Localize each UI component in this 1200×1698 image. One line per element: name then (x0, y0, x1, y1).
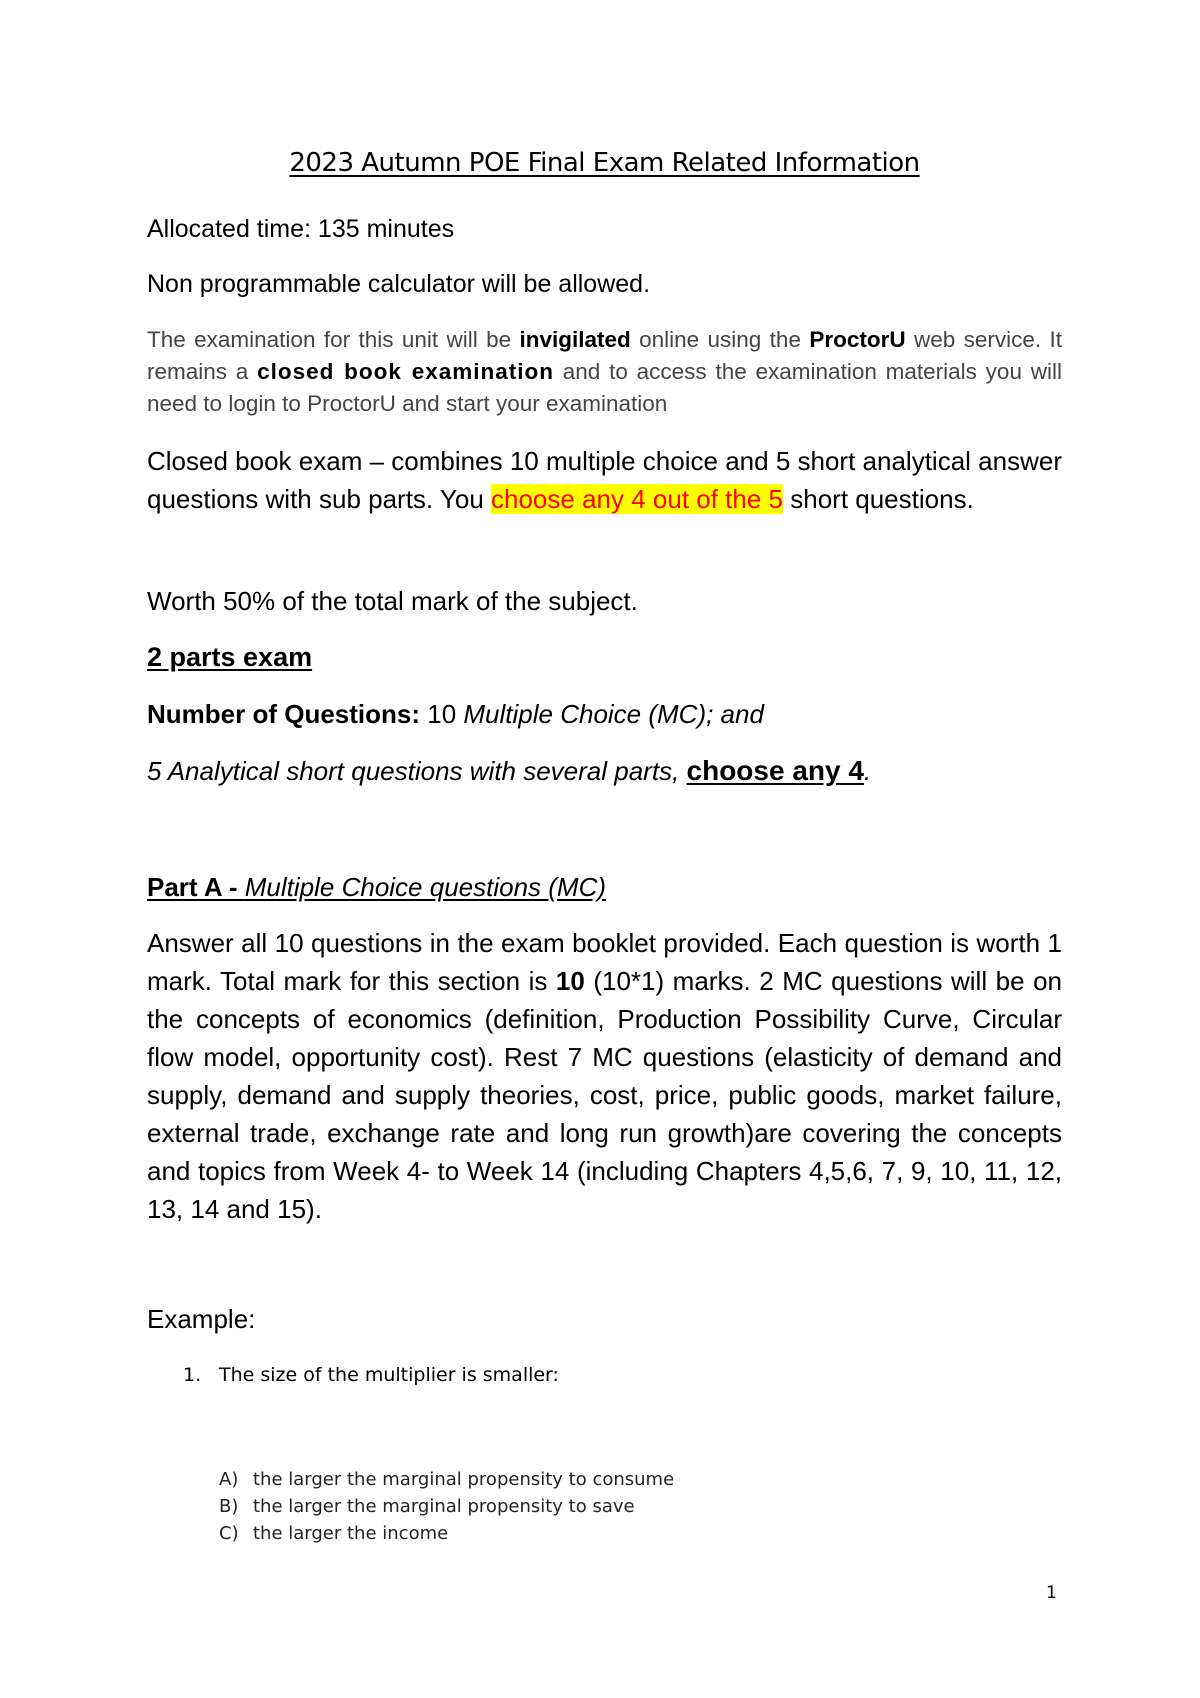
calculator-note: Non programmable calculator will be allowed. (147, 270, 651, 298)
page-title: 2023 Autumn POE Final Exam Related Information (289, 148, 920, 178)
option-b: B) the larger the marginal propensity to save (219, 1496, 635, 1517)
page-number: 1 (1046, 1583, 1057, 1603)
worth-note: Worth 50% of the total mark of the subject. (147, 586, 638, 616)
option-a: A) the larger the marginal propensity to consume (219, 1469, 675, 1490)
analytical-questions: 5 Analytical short questions with several parts, choose any 4. (147, 755, 872, 786)
example-label: Example: (147, 1304, 256, 1334)
question-number: 1. (183, 1364, 202, 1386)
parts-heading: 2 parts exam (147, 642, 313, 672)
highlight-choose: choose any 4 out of the 5 (491, 484, 784, 514)
invigilation-paragraph: The examination for this unit will be invigilated online using the ProctorU web service. It remains a closed book examination and to access the examination materials you will need to login to ProctorU and start your examination (147, 327, 1063, 416)
answer-paragraph: Answer all 10 questions in the exam booklet provided. Each question is worth 1 mark. Total mark for this section is 10 (10*1) marks. 2 MC questions will be on the concepts of economics (definition, Production Possibility Curve, Circular flow model, opportunity cost). Rest 7 MC questions (elasticity of demand and supply, demand and supply theories, cost, price, public goods, market failure, external trade, exchange rate and long run growth)are covering the concepts and topics from Week 4- to Week 14 (including Chapters 4,5,6, 7, 9, 10, 11, 12, 13, 14 and 15). (147, 928, 1062, 1224)
number-of-questions: Number of Questions: 10 Multiple Choice (MC); and (147, 699, 764, 729)
allocated-time: Allocated time: 135 minutes (147, 215, 455, 243)
part-a-heading: Part A - Multiple Choice questions (MC) (147, 872, 607, 902)
option-c: C) the larger the income (219, 1523, 449, 1544)
closed-book-paragraph: Closed book exam – combines 10 multiple choice and 5 short analytical answer questions with sub parts. You choose any 4 out of the 5 short questions. (147, 446, 1062, 514)
question-text: The size of the multiplier is smaller: (219, 1364, 559, 1386)
